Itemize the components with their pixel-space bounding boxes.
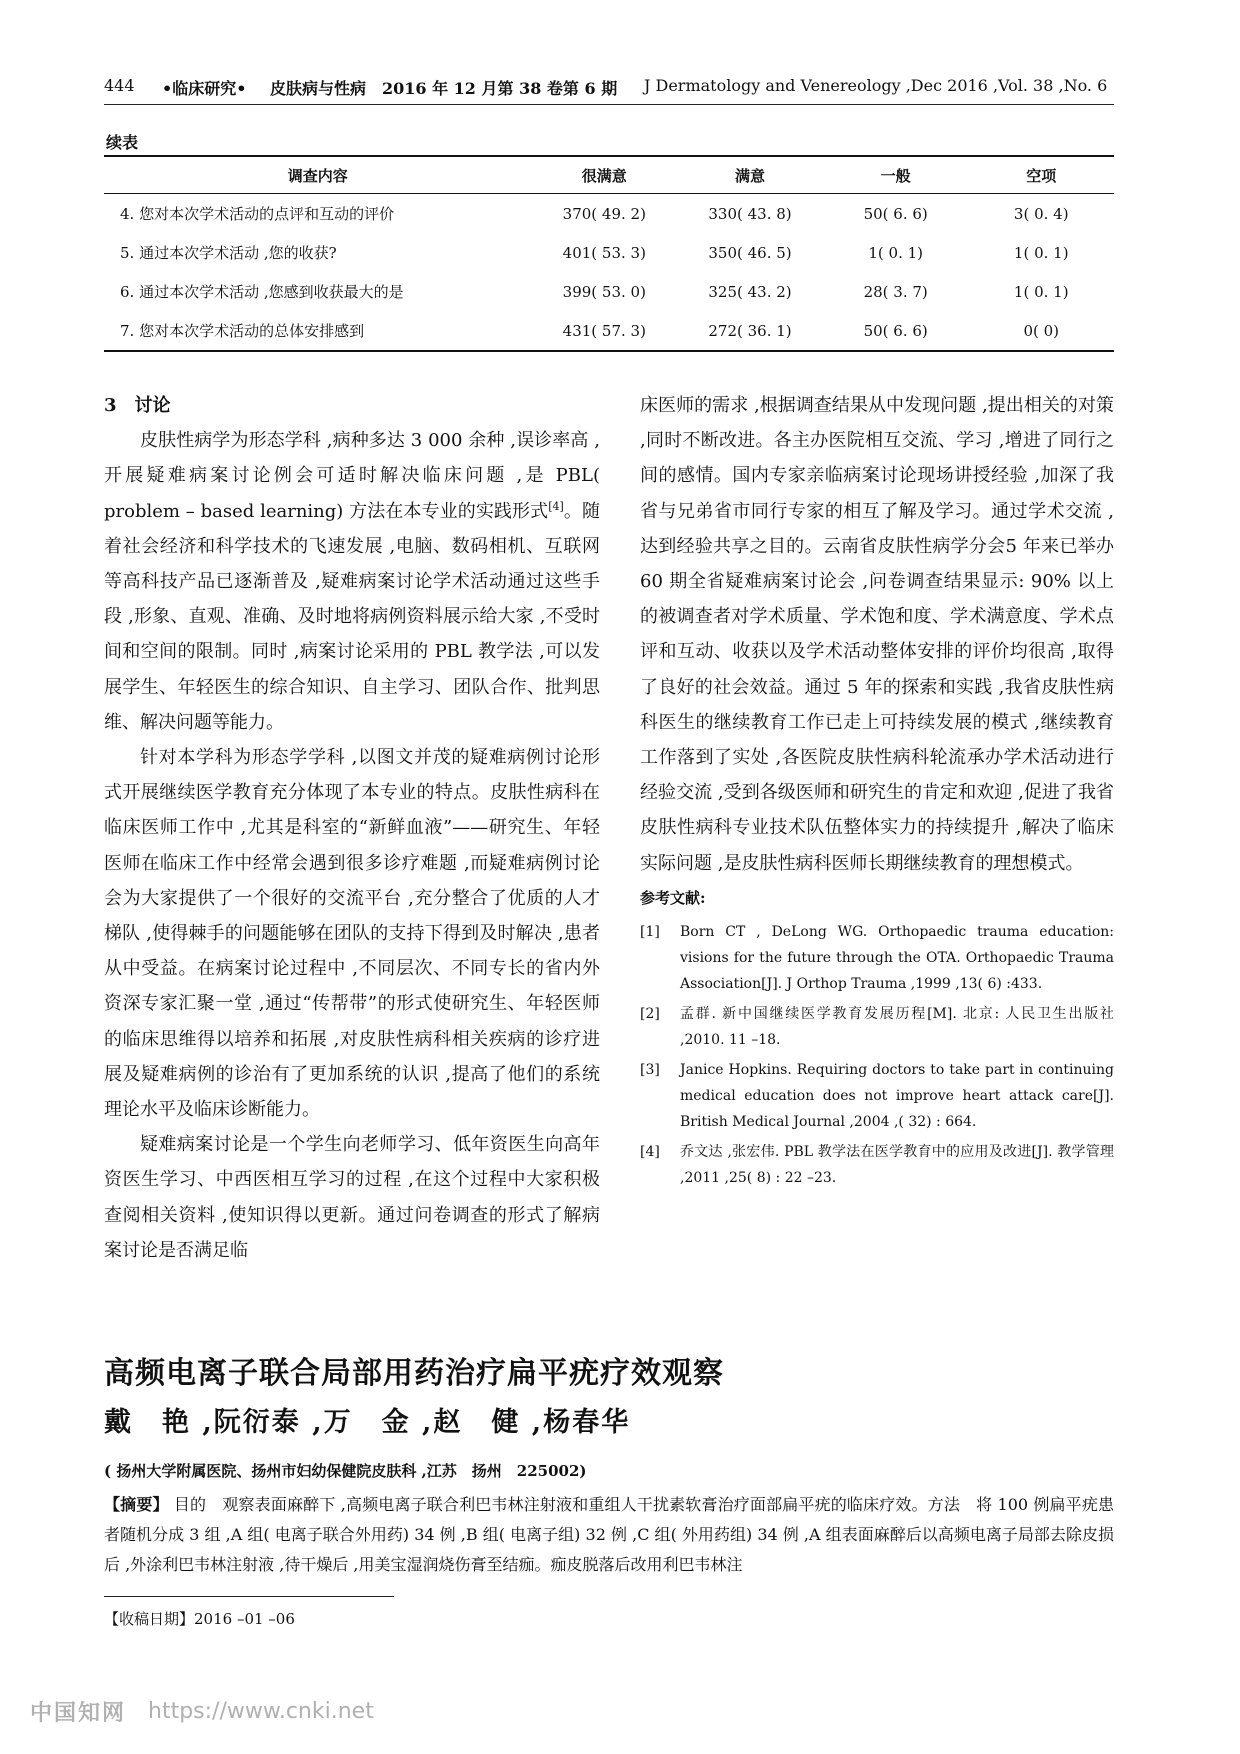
table-cell: 7. 您对本次学术活动的总体安排感到 [120,322,365,340]
citation-marker: [4] [548,499,564,513]
footnote-rule [104,1596,394,1597]
cnki-logo: 中国知网 [30,1701,127,1726]
reference-item [640,919,1114,997]
survey-table [104,155,1114,352]
table-cell: 399( 53. 0) [562,282,646,301]
reference-number: [2] [640,1005,660,1022]
reference-text: Janice Hopkins. Requiring doctors to take part in continuing medical education does not improve heart attack care[J]. British Medical Journal ,2004 ,( 32) : 664. [680,1061,1114,1130]
reference-number: [3] [640,1061,660,1078]
section-label: •临床研究• [162,79,247,98]
table-cell: 1( 0. 1) [868,243,923,262]
table-cell: 330( 43. 8) [708,204,792,223]
table-cell: 325( 43. 2) [708,282,792,301]
reference-text: Born CT , DeLong WG. Orthopaedic trauma education: visions for the future through the OTA. Orthopaedic Trauma Association[J]. J Orthop Trauma ,1999 ,13( 6) :433. [680,923,1114,992]
table-header-row [104,156,1114,194]
abstract-label: 【摘要】 [104,1495,169,1514]
col-header-average: 一般 [880,166,911,185]
table-cell: 350( 46. 5) [708,243,792,262]
left-column [104,388,600,1268]
reference-item [640,1001,1114,1053]
table-cell: 1( 0. 1) [1013,282,1069,301]
right-column [640,388,1114,1195]
table-cell: 1( 0. 1) [1013,243,1069,262]
table-cell: 5. 通过本次学术活动 ,您的收获? [120,244,337,262]
paragraph: 疑难病案讨论是一个学生向老师学习、低年资医生向高年资医生学习、中西医相互学习的过程 ,在这个过程中大家积极查阅相关资料 ,使知识得以更新。通过问卷调查的形式了解病案讨论是否满足临 [104,1134,600,1261]
table-cell: 6. 通过本次学术活动 ,您感到收获最大的是 [120,283,404,301]
table-cell: 431( 57. 3) [562,321,646,340]
section-heading: 3 讨论 [104,395,171,416]
col-header-blank: 空项 [1026,166,1057,185]
table-cell: 50( 6. 6) [863,321,928,340]
cnki-url: https://www.cnki.net [148,1699,374,1724]
journal-cn: 皮肤病与性病 2016 年 12 月第 38 卷第 6 期 [270,79,618,98]
reference-text: 孟群. 新中国继续医学教育发展历程[M]. 北京: 人民卫生出版社 ,2010. 11 –18. [680,1005,1114,1048]
table-cell: 3( 0. 4) [1013,204,1069,223]
table-row [104,272,1114,311]
table-cell: 4. 您对本次学术活动的点评和互动的评价 [120,205,395,223]
running-header [104,76,1114,102]
article-affiliation: ( 扬州大学附属医院、扬州市妇幼保健院皮肤科 ,江苏 扬州 225002) [104,1462,587,1480]
article-title: 高频电离子联合局部用药治疗扁平疣疗效观察 [104,1356,724,1391]
paragraph: 针对本学科为形态学学科 ,以图文并茂的疑难病例讨论形式开展继续医学教育充分体现了本专业的特点。皮肤性病科在临床医师工作中 ,尤其是科室的“新鲜血液”——研究生、年轻医师在临床工作中经常会遇到很多诊疗难题 ,而疑难病例讨论会为大家提供了一个很好的交流平台 ,充分整合了优质的人才梯队 ,使得棘手的问题能够在团队的支持下得到及时解决 ,患者从中受益。在病案讨论过程中 ,不同层次、不同专长的省内外资深专家汇聚一堂 ,通过“传帮带”的形式使研究生、年轻医师的临床思维得以培养和拓展 ,对皮肤性病科相关疾病的诊疗进展及疑难病例的诊治有了更加系统的认识 ,提高了他们的系统理论水平及临床诊断能力。 [104,747,600,1121]
table-continued-label: 续表 [106,133,139,152]
table-row [104,311,1114,351]
table-cell: 370( 49. 2) [562,204,646,223]
journal-en: J Dermatology and Venereology ,Dec 2016 ,Vol. 38 ,No. 6 [644,76,1108,95]
abstract-text: 目的 观察表面麻醉下 ,高频电离子联合利巴韦林注射液和重组人干扰素软膏治疗面部扁平疣的临床疗效。方法 将 100 例扁平疣患者随机分成 3 组 ,A 组( 电离子联合外用药) 34 例 ,B 组( 电离子组) 32 例 ,C 组( 外用药组) 34 例 ,A 组表面麻醉后以高频电离子局部去除皮损后 ,外涂利巴韦林注射液 ,待干燥后 ,用美宝湿润烧伤膏至结痂。痂皮脱落后改用利巴韦林注 [104,1495,1114,1574]
paragraph-text: 皮肤性病学为形态学科 ,病种多达 3 000 余种 ,误诊率高 ,开展疑难病案讨论例会可适时解决临床问题 ,是 PBL( problem – based learning) 方法在本专业的实践形式 [104,430,600,522]
table-cell: 401( 53. 3) [562,243,646,262]
table-cell: 28( 3. 7) [863,282,928,301]
article-authors: 戴 艳 ,阮衍泰 ,万 金 ,赵 健 ,杨春华 [104,1407,631,1438]
reference-item [640,1139,1114,1191]
paragraph [104,423,600,740]
article-abstract [104,1490,1114,1580]
received-date: 【收稿日期】2016 –01 –06 [104,1610,295,1628]
col-header-item: 调查内容 [287,166,348,185]
reference-text: 乔文达 ,张宏伟. PBL 教学法在医学教育中的应用及改进[J]. 教学管理 ,2011 ,25( 8) : 22 –23. [680,1143,1114,1186]
table-row [104,233,1114,272]
col-header-very-satisfied: 很满意 [581,166,627,185]
table-cell: 0( 0) [1023,321,1060,340]
reference-number: [4] [640,1143,660,1160]
page-number: 444 [104,76,135,95]
paragraph-text: 。随着社会经济和科学技术的飞速发展 ,电脑、数码相机、互联网等高科技产品已逐渐普及 ,疑难病案讨论学术活动通过这些手段 ,形象、直观、准确、及时地将病例资料展示给大家 ,不受时间和空间的限制。同时 ,病案讨论采用的 PBL 教学法 ,可以发展学生、年轻医生的综合知识、自主学习、团队合作、批判思维、解决问题等能力。 [104,500,601,733]
table-cell: 272( 36. 1) [708,321,792,340]
col-header-satisfied: 满意 [735,166,766,185]
reference-item [640,1057,1114,1135]
header-rule [104,104,1114,105]
references-heading: 参考文献: [640,888,706,907]
reference-number: [1] [640,923,660,940]
paragraph-continued: 床医师的需求 ,根据调查结果从中发现问题 ,提出相关的对策 ,同时不断改进。各主办医院相互交流、学习 ,增进了同行之间的感情。国内专家亲临病案讨论现场讲授经验 ,加深了我省与兄弟省市同行专家的相互了解及学习。通过学术交流 ,达到经验共享之目的。云南省皮肤性病学分会5 年来已举办60 期全省疑难病案讨论会 ,问卷调查结果显示: 90% 以上的被调查者对学术质量、学术饱和度、学术满意度、学术点评和互动、收获以及学术活动整体安排的评价均很高 ,取得了良好的社会效益。通过 5 年的探索和实践 ,我省皮肤性病科医生的继续教育工作已走上可持续发展的模式 ,继续教育工作落到了实处 ,各医院皮肤性病科轮流承办学术活动进行经验交流 ,受到各级医师和研究生的肯定和欢迎 ,促进了我省皮肤性病科专业技术队伍整体实力的持续提升 ,解决了临床实际问题 ,是皮肤性病科医师长期继续教育的理想模式。 [640,395,1114,874]
table-row [104,194,1114,234]
cnki-watermark [30,1696,374,1727]
table-cell: 50( 6. 6) [863,204,928,223]
